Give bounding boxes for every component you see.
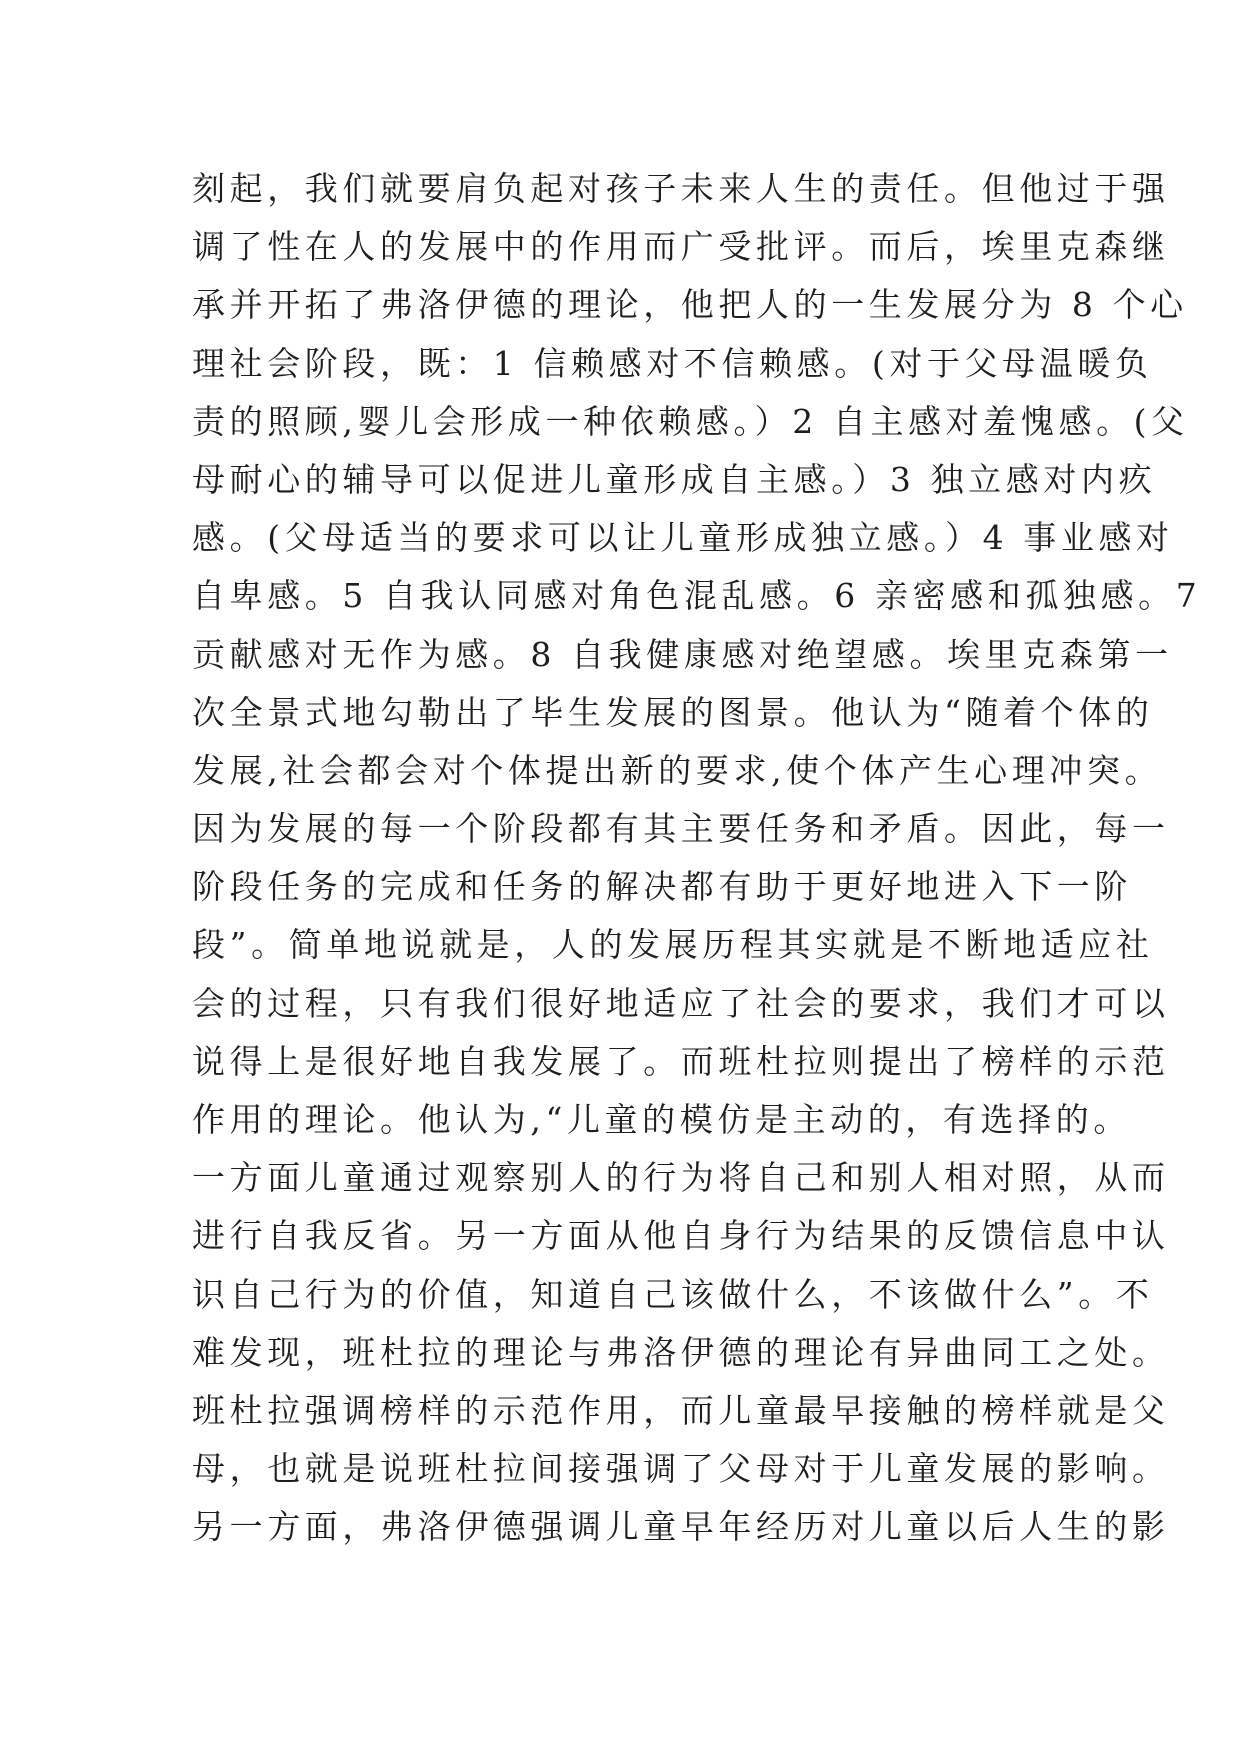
text-line: 理社会阶段，既：1 信赖感对不信赖感。(对于父母温暖负 [192, 343, 1153, 383]
text-line: 责的照顾,婴儿会形成一种依赖感。）2 自主感对羞愧感。(父 [192, 401, 1189, 441]
text-line: 母耐心的辅导可以促进儿童形成自主感。）3 独立感对内疚 [192, 459, 1157, 499]
text-line: 发展,社会都会对个体提出新的要求,使个体产生心理冲突。 [192, 750, 1163, 790]
text-line: 作用的理论。他认为,“儿童的模仿是主动的，有选择的。 [192, 1100, 1131, 1139]
text-line: 进行自我反省。另一方面从他自身行为结果的反馈信息中认 [192, 1216, 1170, 1256]
text-line: 另一方面，弗洛伊德强调儿童早年经历对儿童以后人生的影 [192, 1507, 1170, 1547]
text-line: 段”。简单地说就是，人的发展历程其实就是不断地适应社 [192, 925, 1154, 965]
text-line: 一方面儿童通过观察别人的行为将自己和别人相对照，从而 [192, 1158, 1170, 1198]
text-line: 贡献感对无作为感。8 自我健康感对绝望感。埃里克森第一 [192, 634, 1173, 674]
text-line: 阶段任务的完成和任务的解决都有助于更好地进入下一阶 [192, 867, 1132, 907]
text-line: 说得上是很好地自我发展了。而班杜拉则提出了榜样的示范 [192, 1041, 1170, 1081]
text-line: 感。(父母适当的要求可以让儿童形成独立感。）4 事业感对 [192, 518, 1174, 558]
text-line: 次全景式地勾勒出了毕生发展的图景。他认为“随着个体的 [192, 692, 1154, 732]
body-text [192, 160, 1202, 1557]
text-line: 刻起，我们就要肩负起对孩子未来人生的责任。但他过于强 [192, 169, 1170, 208]
text-line: 因为发展的每一个阶段都有其主要任务和矛盾。因此，每一 [192, 809, 1170, 849]
text-line: 班杜拉强调榜样的示范作用，而儿童最早接触的榜样就是父 [192, 1390, 1170, 1430]
text-line: 会的过程，只有我们很好地适应了社会的要求，我们才可以 [192, 983, 1170, 1023]
text-line: 承并开拓了弗洛伊德的理论，他把人的一生发展分为 8 个心 [192, 285, 1188, 325]
text-line: 难发现，班杜拉的理论与弗洛伊德的理论有异曲同工之处。 [192, 1332, 1170, 1372]
text-line: 自卑感。5 自我认同感对角色混乱感。6 亲密感和孤独感。7 [192, 576, 1202, 616]
text-line: 识自己行为的价值，知道自己该做什么，不该做什么”。不 [192, 1274, 1154, 1314]
text-line: 调了性在人的发展中的作用而广受批评。而后，埃里克森继 [192, 227, 1170, 267]
text-line: 母，也就是说班杜拉间接强调了父母对于儿童发展的影响。 [192, 1449, 1170, 1489]
